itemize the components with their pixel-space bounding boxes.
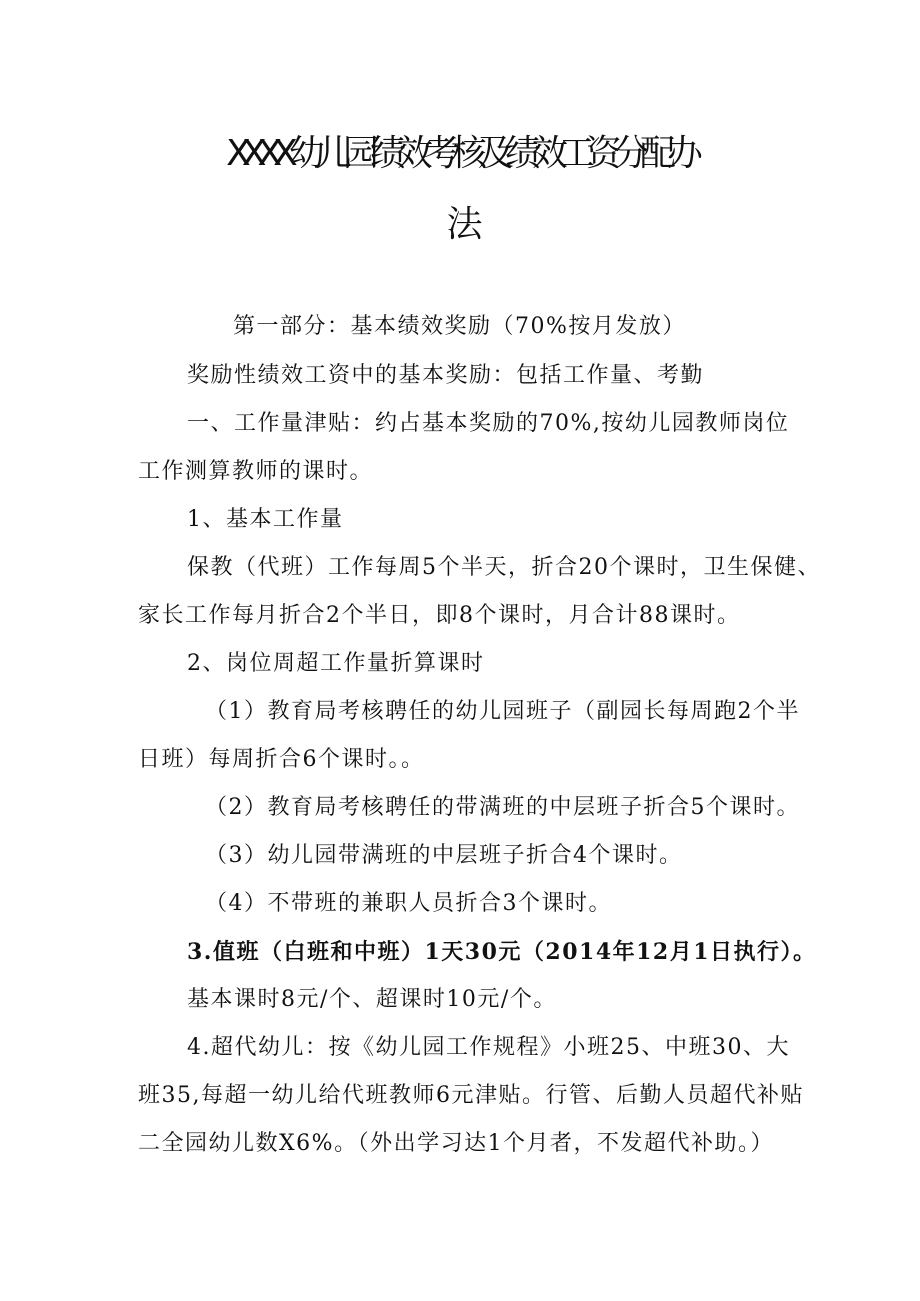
sub2-item1-line-1: （1）教育局考核聘任的幼儿园班子（副园长每周跑2个半 bbox=[205, 699, 800, 724]
intro-paragraph: 奖励性绩效工资中的基本奖励：包括工作量、考勤 bbox=[187, 363, 705, 388]
section-heading: 第一部分：基本绩效奖励（70%按月发放） bbox=[233, 314, 686, 339]
sub1-heading: 1、基本工作量 bbox=[187, 507, 344, 532]
item3-heading: 3.值班（白班和中班）1天30元（2014年12月1日执行）。 bbox=[187, 939, 817, 965]
sub1-paragraph-line-1: 保教（代班）工作每周5个半天，折合20个课时，卫生保健、 bbox=[187, 555, 821, 580]
item1-heading: 一、工作量津贴：约占基本奖励的70%,按幼儿园教师岗位 bbox=[187, 411, 790, 436]
sub2-item4: （4）不带班的兼职人员折合3个课时。 bbox=[205, 891, 612, 916]
sub2-item1-line-2: 日班）每周折合6个课时。。 bbox=[138, 747, 425, 772]
sub2-item2: （2）教育局考核聘任的带满班的中层班子折合5个课时。 bbox=[205, 795, 800, 820]
item4-line-2: 班35,每超一幼儿给代班教师6元津贴。行管、后勤人员超代补贴 bbox=[138, 1083, 804, 1108]
sub2-item3: （3）幼儿园带满班的中层班子折合4个课时。 bbox=[205, 843, 683, 868]
item3-continuation: 基本课时8元/个、超课时10元/个。 bbox=[187, 987, 557, 1012]
document-title-line-2: 法 bbox=[446, 204, 474, 245]
item1-continuation: 工作测算教师的课时。 bbox=[138, 459, 374, 484]
sub1-paragraph-line-2: 家长工作每月折合2个半日，即8个课时，月合计88课时。 bbox=[138, 603, 741, 628]
item4-line-3: 二全园幼儿数X6%。（外出学习达1个月者，不发超代补助。） bbox=[138, 1131, 775, 1156]
item4-line-1: 4.超代幼儿：按《幼儿园工作规程》小班25、中班30、大 bbox=[187, 1035, 790, 1060]
document-title-line-1: XXXX幼儿园绩效考核及绩效工资分配办 bbox=[226, 133, 694, 174]
sub2-heading: 2、岗位周超工作量折算课时 bbox=[187, 651, 485, 676]
